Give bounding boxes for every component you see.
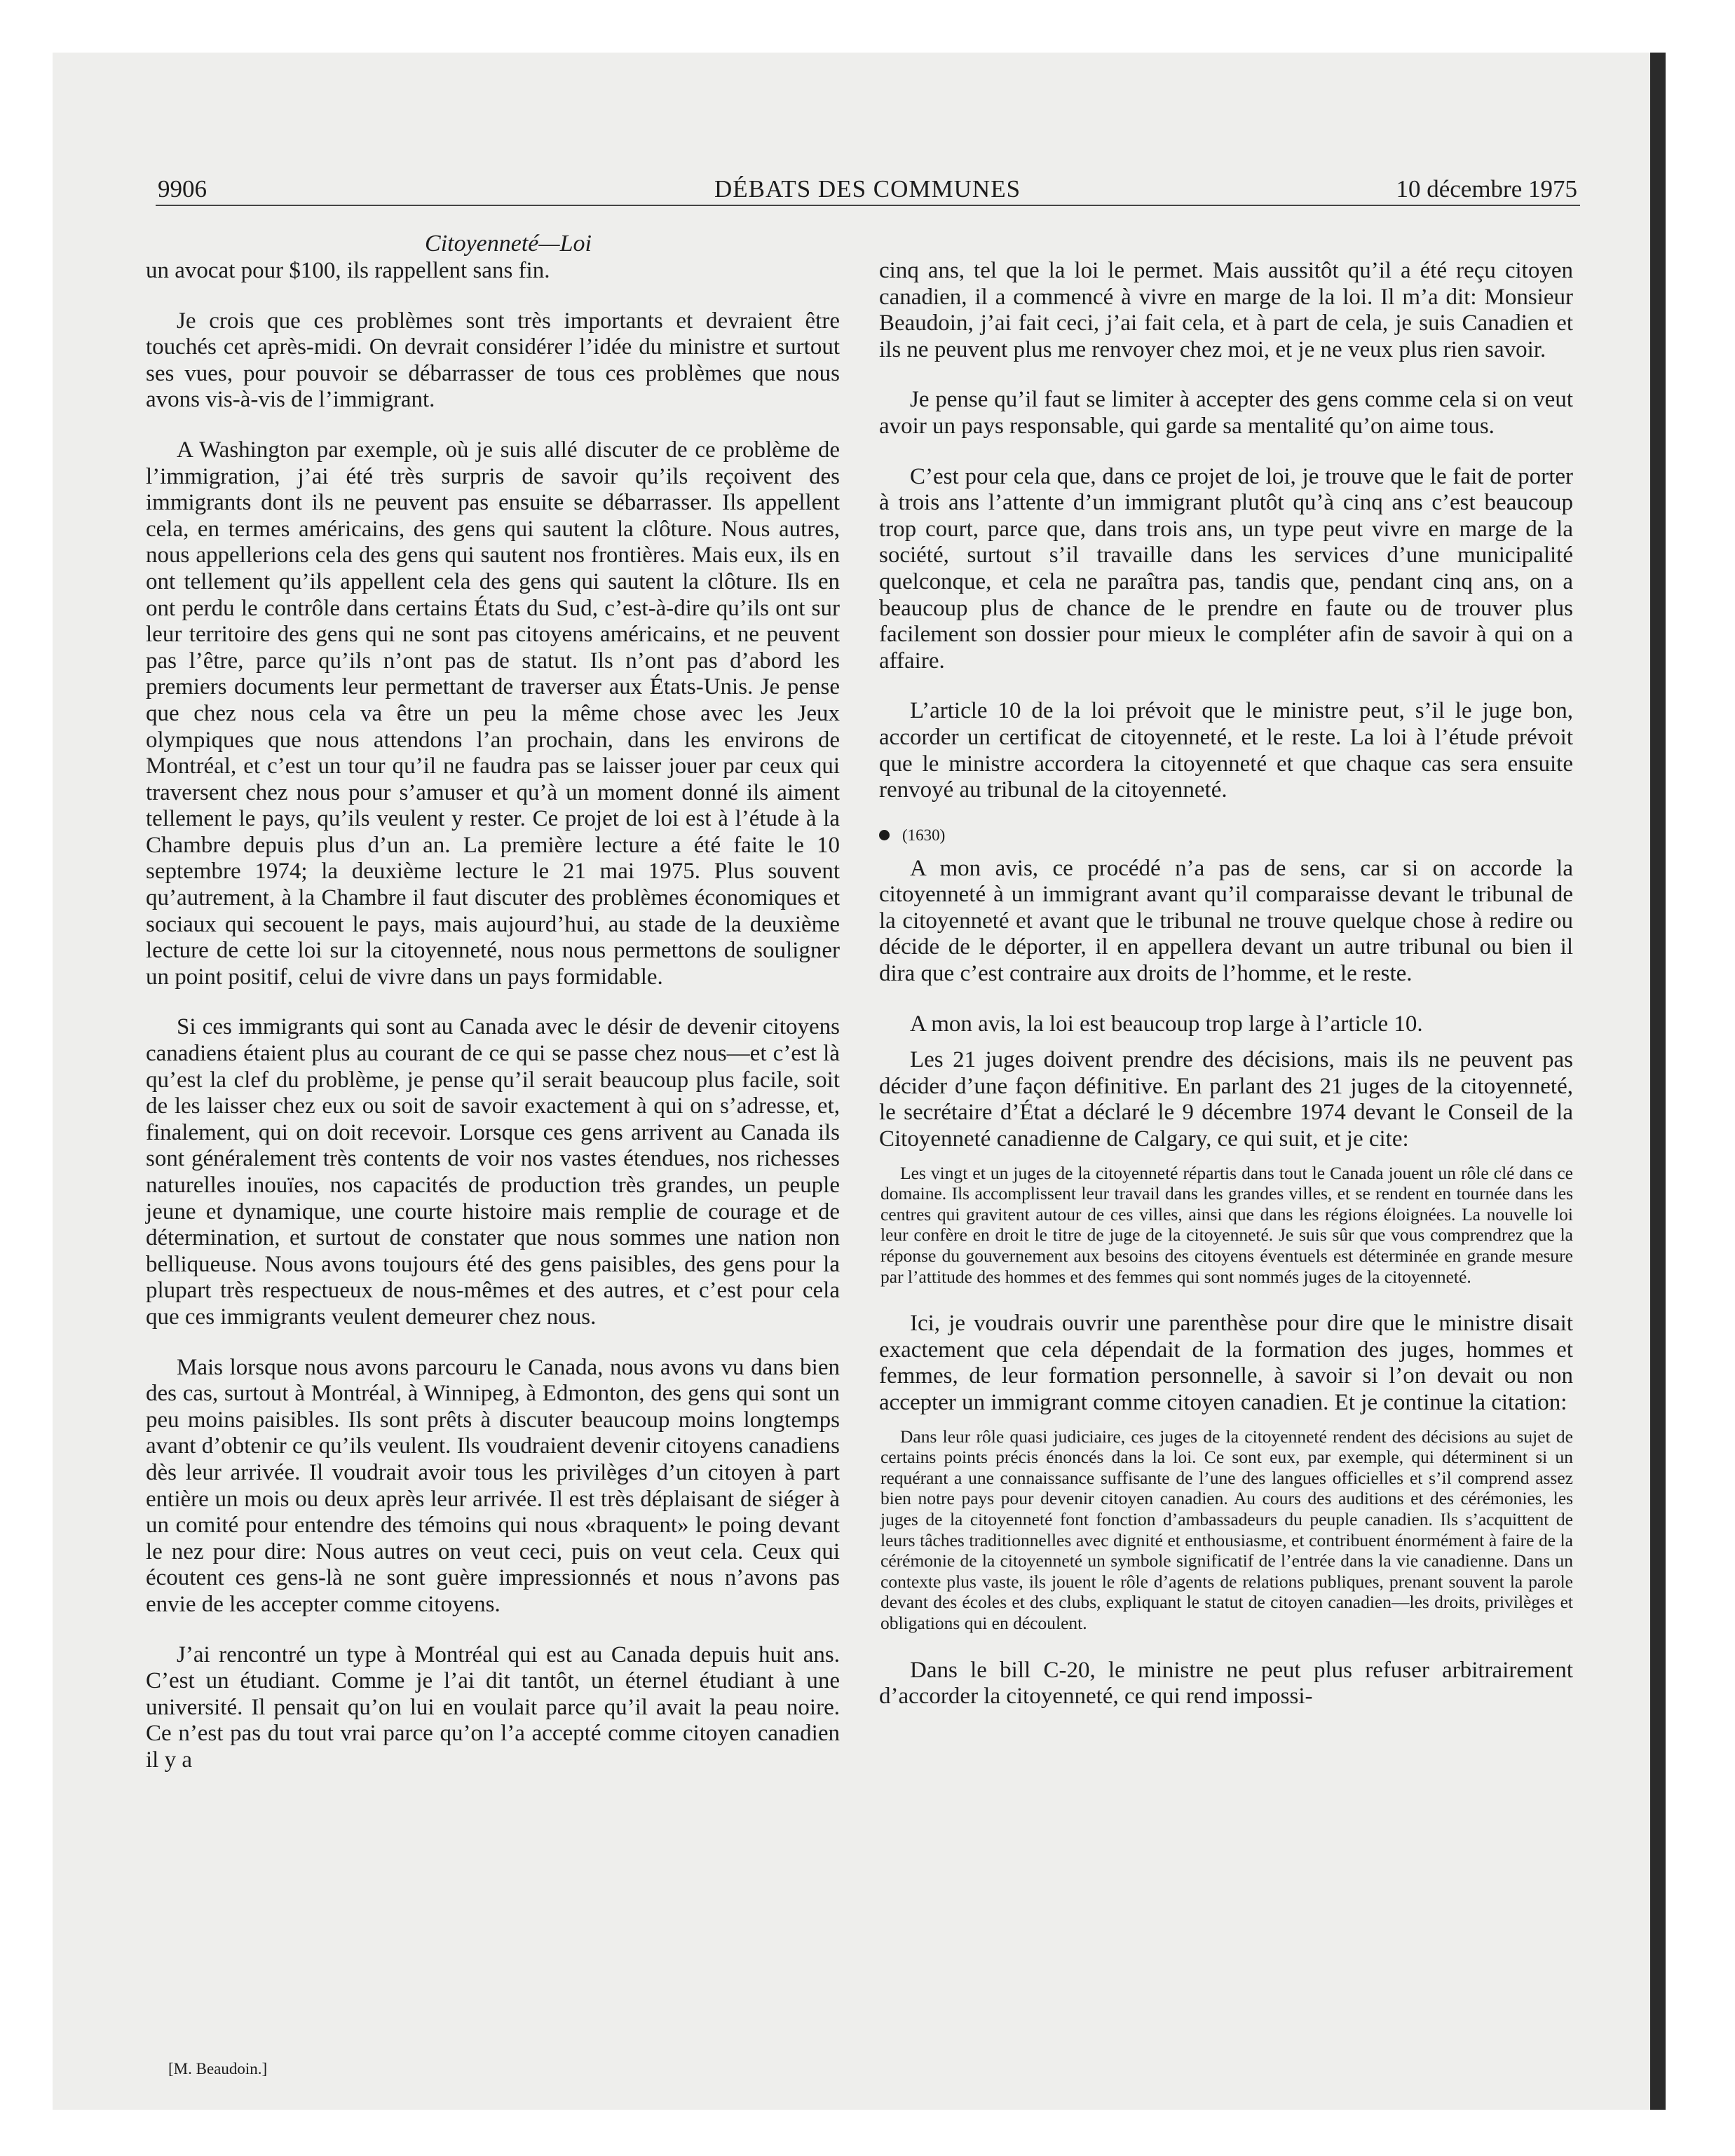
time-marker <box>879 825 1573 846</box>
paragraph: L’article 10 de la loi prévoit que le ministre peut, s’il le juge bon, accorder un certificat de citoyenneté, et le reste. La loi à l’étude prévoit que le ministre accordera la citoyenneté et que chaque cas sera ensuite renvoyé au tribunal de la citoyenneté. <box>879 698 1573 803</box>
paragraph: A mon avis, la loi est beaucoup trop large à l’article 10. <box>910 1011 1423 1037</box>
section-title: Citoyenneté—Loi <box>425 231 592 257</box>
paragraph: Je pense qu’il faut se limiter à accepter des gens comme cela si on veut avoir un pays responsable, qui garde sa mentalité qu’on aime tous. <box>879 387 1573 439</box>
block-quote: Les vingt et un juges de la citoyenneté répartis dans tout le Canada jouent un rôle clé dans ce domaine. Ils accomplissent leur travail dans les grandes villes, et se rendent en tournée dans les centres qui gravitent autour de ces villes, ainsi que dans les régions éloignées. La nouvelle loi leur confère en droit le titre de juge de la citoyenneté. Je suis sûr que vous comprendrez que la réponse du gouvernement aux besoins des citoyens éventuels est déterminée en grande mesure par l’attitude des hommes et des femmes qui sont nommés juges de la citoyenneté. <box>880 1162 1573 1287</box>
bullet-icon <box>879 830 890 840</box>
paragraph: Ici, je voudrais ouvrir une parenthèse pour dire que le ministre disait exactement que cela dépendait de la formation des juges, hommes et femmes, de leur formation personnelle, à savoir si l’on devait ou non accepter un immigrant comme citoyen canadien. Et je continue la citation: <box>879 1311 1573 1415</box>
time-marker-text: (1630) <box>902 826 946 844</box>
right-column <box>879 258 1573 1710</box>
paragraph: Les 21 juges doivent prendre des décisions, mais ils ne peuvent pas décider d’une façon définitive. En parlant des 21 juges de la citoyenneté, le secrétaire d’État a déclaré le 9 décembre 1974 devant le Conseil de la Citoyenneté canadienne de Calgary, ce qui suit, et je cite: <box>879 1047 1573 1152</box>
paragraph: un avocat pour $100, ils rappellent sans fin. <box>146 258 550 283</box>
paragraph: Je crois que ces problèmes sont très importants et devraient être touchés cet après-midi. On devrait considérer l’idée du ministre et surtout ses vues, pour pouvoir se débarrasser de tous ces problèmes que nous avons vis-à-vis de l’immigrant. <box>146 308 840 413</box>
paragraph: Mais lorsque nous avons parcouru le Canada, nous avons vu dans bien des cas, surtout à Montréal, à Winnipeg, à Edmonton, des gens qui sont un peu moins paisibles. Ils sont prêts à discuter beaucoup moins longtemps avant d’obtenir ce qu’ils veulent. Ils voudraient devenir citoyens canadiens dès leur arrivée. Il voudrait avoir tous les privilèges d’un citoyen à part entière un mois ou deux après leur arrivée. Il est très déplaisant de siéger à un comité pour entendre des témoins qui nous «braquent» le poing devant le nez pour dire: Nous autres on veut ceci, puis on veut cela. Ceux qui écoutent ces gens-là ne sont guère impressionnés et nous n’avons pas envie de les accepter comme citoyens. <box>146 1354 840 1617</box>
page-number: 9906 <box>158 175 207 203</box>
publication-title: DÉBATS DES COMMUNES <box>714 175 1021 203</box>
left-column <box>146 258 840 1773</box>
paragraph: A Washington par exemple, où je suis allé discuter de ce problème de l’immigration, j’ai été très surpris de savoir qu’ils reçoivent des immigrants dont ils ne peuvent pas ensuite se débarrasser. Ils appellent cela, en termes américains, des gens qui sautent la clôture. Nous autres, nous appellerions cela des gens qui sautent nos frontières. Mais eux, ils en ont tellement qu’ils appellent cela des gens qui sautent la clôture. Ils en ont perdu le contrôle dans certains États du Sud, c’est-à-dire qu’ils ont sur leur territoire des gens qui ne sont pas citoyens américains, et ne peuvent pas l’être, parce qu’ils n’ont pas de statut. Ils n’ont pas d’abord les premiers documents leur permettant de traverser aux États-Unis. Je pense que chez nous cela va être un peu la même chose avec les Jeux olympiques que nous attendons l’an prochain, dans les environs de Montréal, et c’est un tour qu’il ne faudra pas se laisser jouer par ceux qui traversent chez nous pour s’amuser et qu’à un moment donné ils aiment tellement le pays, qu’ils veulent y rester. Ce projet de loi est à l’étude à la Chambre depuis plus d’un an. La première lecture a été faite le 10 septembre 1974; la deuxième lecture le 21 mai 1975. Plus souvent qu’autrement, à la Chambre il faut discuter des problèmes économiques et sociaux qui secouent le pays, mais aujourd’hui, au stade de la deuxième lecture de cette loi sur la citoyenneté, nous nous permettons de souligner un point positif, celui de vivre dans un pays formidable. <box>146 437 840 990</box>
binding-edge <box>1650 53 1666 2110</box>
block-quote: Dans leur rôle quasi judiciaire, ces juges de la citoyenneté rendent des décisions au sujet de certains points précis énoncés dans la loi. Ce sont eux, par exemple, qui déterminent si un requérant a une connaissance suffisante de l’une des langues officielles et s’il comprend assez bien notre pays pour devenir citoyen canadien. Au cours des auditions et des cérémonies, les juges de la citoyenneté font fonction d’ambassadeurs du peuple canadien. Ils s’acquittent de leurs tâches traditionnelles avec dignité et enthousiasme, et contribuent énormément à faire de la cérémonie de la citoyenneté un symbole significatif de l’entrée dans la vie canadienne. Dans un contexte plus vaste, ils jouent le rôle d’agents de relations publiques, prenant souvent la parole devant des écoles et des clubs, expliquant le statut de citoyen canadien—les droits, privilèges et obligations qui en découlent. <box>880 1426 1573 1633</box>
speaker-attribution: [M. Beaudoin.] <box>168 2060 268 2077</box>
paragraph: J’ai rencontré un type à Montréal qui est au Canada depuis huit ans. C’est un étudiant. Comme je l’ai dit tantôt, un éternel étudiant à une université. Il pensait qu’on lui en voulait parce qu’il avait la peau noire. Ce n’est pas du tout vrai parce qu’on l’a accepté comme citoyen canadien il y a <box>146 1642 840 1773</box>
header-rule <box>156 205 1580 206</box>
paragraph: Si ces immigrants qui sont au Canada avec le désir de devenir citoyens canadiens étaient plus au courant de ce qui se passe chez nous—et c’est là qu’est la clef du problème, je pense qu’il serait beaucoup plus facile, soit de les laisser chez eux ou soit de savoir exactement à qui on s’adresse, et, finalement, qui on doit recevoir. Lorsque ces gens arrivent au Canada ils sont généralement très contents de voir nos vastes étendues, nos richesses naturelles inouïes, nos capacités de production très grandes, un peuple jeune et dynamique, une courte histoire mais remplie de courage et de détermination, et surtout de constater que nous sommes une nation non belliqueuse. Nous avons toujours été des gens paisibles, des gens pour la plupart très respectueux de nous-mêmes et des autres, et c’est pour cela que ces immigrants veulent demeurer chez nous. <box>146 1014 840 1330</box>
paragraph: A mon avis, ce procédé n’a pas de sens, car si on accorde la citoyenneté à un immigrant avant qu’il comparaisse devant le tribunal de la citoyenneté et avant que le tribunal ne trouve quelque chose à redire ou décide de le déporter, il en appellera devant un autre tribunal ou bien il dira que c’est contraire aux droits de l’homme, et le reste. <box>879 855 1573 987</box>
paragraph: C’est pour cela que, dans ce projet de loi, je trouve que le fait de porter à trois ans l’attente d’un immigrant plutôt qu’à cinq ans c’est beaucoup trop court, parce que, dans trois ans, un type peut vivre en marge de la société, surtout s’il travaille dans les services d’une municipalité quelconque, et cela ne paraîtra pas, tandis que, pendant cinq ans, on a beaucoup plus de chance de le prendre en faute ou de trouver plus facilement son dossier pour mieux le compléter afin de savoir à qui on a affaire. <box>879 463 1573 674</box>
paragraph: cinq ans, tel que la loi le permet. Mais aussitôt qu’il a été reçu citoyen canadien, il a commencé à vivre en marge de la loi. Il m’a dit: Monsieur Beaudoin, j’ai fait ceci, j’ai fait cela, et à part de cela, je suis Canadien et ils ne peuvent plus me renvoyer chez moi, et je ne veux plus rien savoir. <box>879 258 1573 362</box>
issue-date: 10 décembre 1975 <box>1396 175 1577 203</box>
paragraph: Dans le bill C-20, le ministre ne peut plus refuser arbitrairement d’accorder la citoyenneté, ce qui rend impossi- <box>879 1657 1573 1710</box>
